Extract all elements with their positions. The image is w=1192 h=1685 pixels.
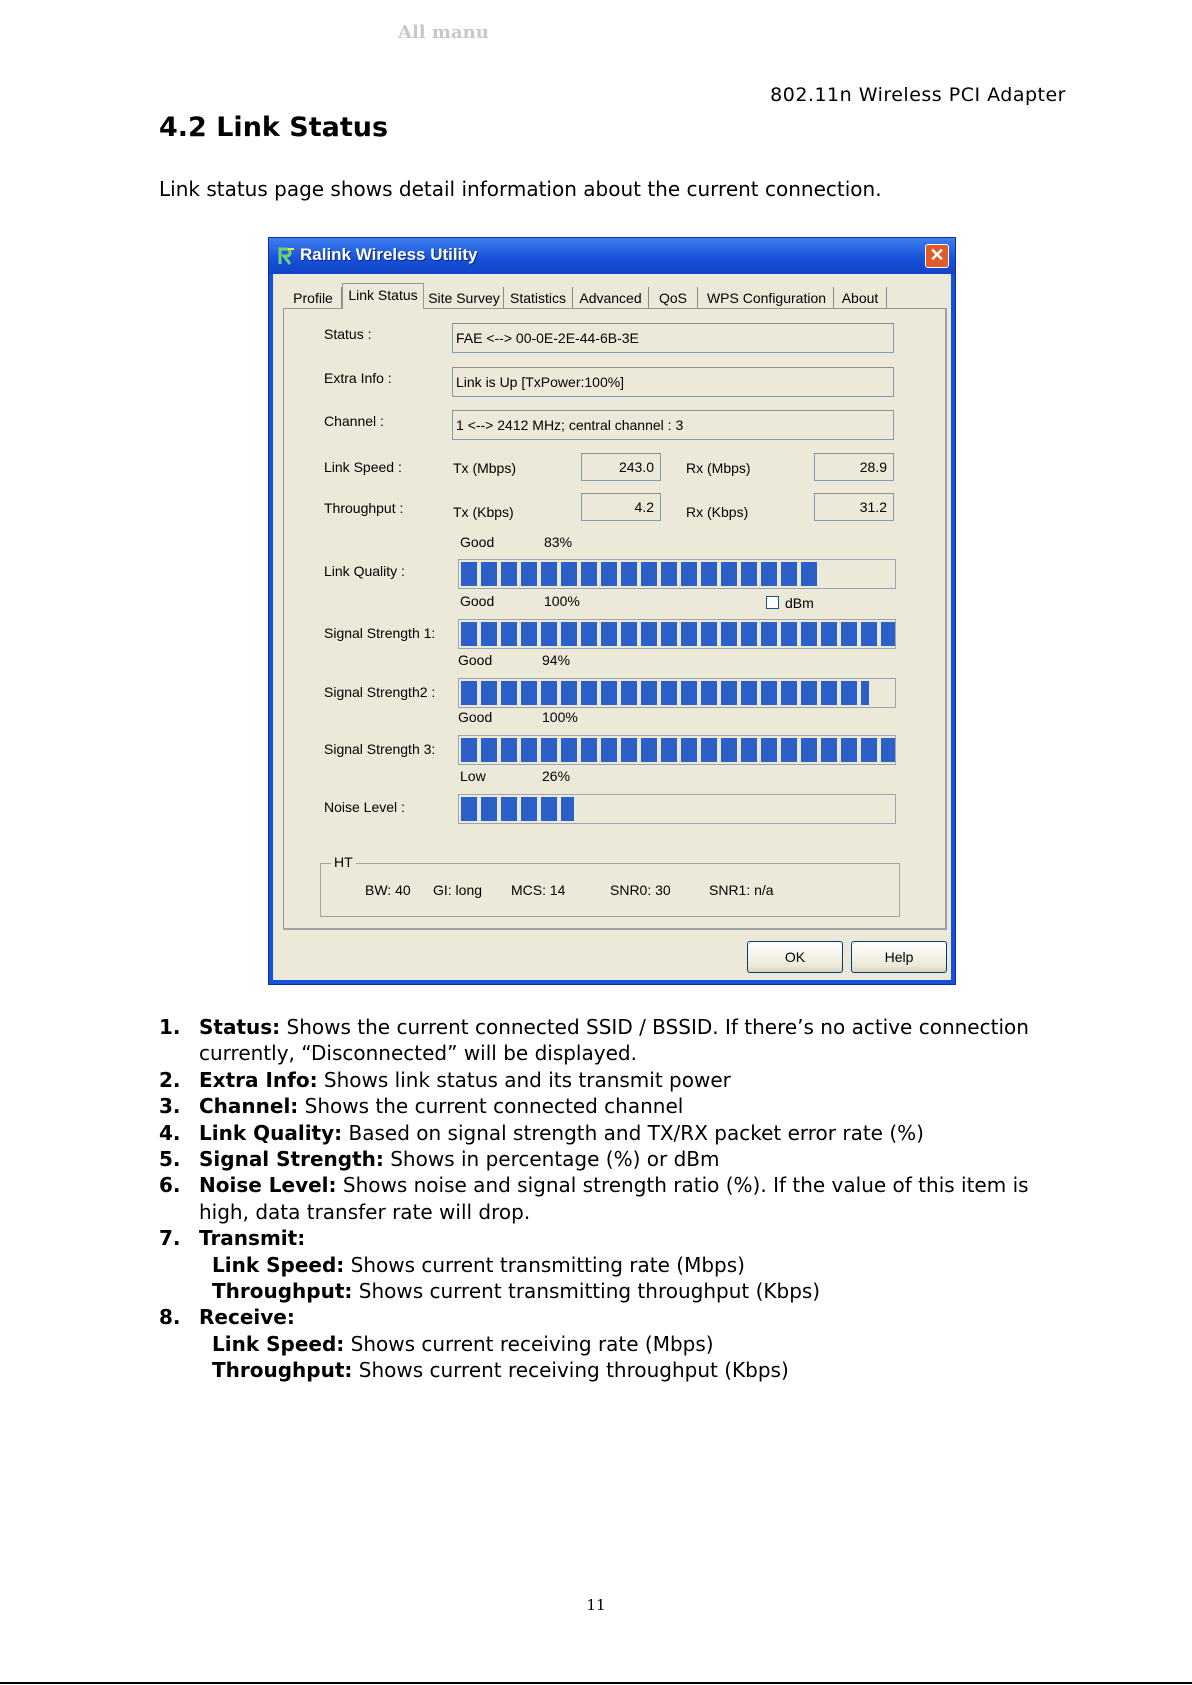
list-number: 1. bbox=[159, 1015, 181, 1039]
signal-3-word: Good bbox=[458, 709, 493, 725]
noise-percent: 26% bbox=[542, 768, 571, 784]
list-item bbox=[159, 1146, 1079, 1172]
tab-wps-configuration[interactable]: WPS Configuration bbox=[700, 287, 834, 309]
extra-info-field: Link is Up [TxPower:100%] bbox=[452, 367, 894, 397]
tab-profile[interactable]: Profile bbox=[285, 287, 342, 309]
section-heading: 4.2 Link Status bbox=[159, 112, 389, 143]
tab-statistics[interactable]: Statistics bbox=[504, 287, 573, 309]
rx-kbps-label: Rx (Kbps) bbox=[686, 504, 749, 520]
ht-mcs: MCS: 14 bbox=[511, 882, 566, 898]
help-button[interactable]: Help bbox=[851, 941, 947, 973]
tab-about[interactable]: About bbox=[834, 287, 887, 309]
rx-mbps-value: 28.9 bbox=[814, 453, 894, 481]
list-term: Link Quality: bbox=[199, 1120, 343, 1145]
list-term: Status: bbox=[199, 1015, 281, 1039]
ht-legend: HT bbox=[331, 854, 356, 870]
list-item bbox=[159, 1067, 1079, 1093]
tx-mbps-label: Tx (Mbps) bbox=[453, 460, 516, 476]
sub-term: Link Speed: bbox=[212, 1252, 345, 1277]
tx-mbps-value: 243.0 bbox=[581, 453, 661, 481]
tab-link-status[interactable]: Link Status bbox=[342, 283, 424, 309]
throughput-label: Throughput : bbox=[324, 500, 404, 516]
link-quality-fill bbox=[461, 562, 821, 586]
list-number: 4. bbox=[159, 1120, 181, 1145]
transmit-link-speed bbox=[159, 1252, 1079, 1278]
rx-mbps-label: Rx (Mbps) bbox=[686, 460, 751, 476]
sub-term: Link Speed: bbox=[212, 1331, 345, 1356]
sub-text: Shows current transmitting rate (Mbps) bbox=[344, 1252, 745, 1277]
list-item bbox=[159, 1304, 1079, 1330]
ralink-utility-window bbox=[268, 237, 956, 985]
signal-2-fill bbox=[461, 681, 869, 705]
signal-1-percent: 100% bbox=[544, 593, 580, 609]
link-quality-percent: 83% bbox=[544, 534, 573, 550]
noise-word: Low bbox=[460, 768, 486, 784]
ht-gi: GI: long bbox=[433, 882, 483, 898]
close-button[interactable] bbox=[925, 244, 949, 268]
page-number: 11 bbox=[586, 1596, 606, 1614]
list-item bbox=[159, 1172, 1079, 1225]
window-client-area bbox=[273, 274, 951, 980]
list-text: Shows the current connected channel bbox=[298, 1094, 684, 1119]
dbm-label: dBm bbox=[785, 595, 814, 611]
channel-label: Channel : bbox=[324, 413, 384, 429]
signal-1-bar bbox=[458, 619, 896, 649]
list-term: Receive: bbox=[199, 1305, 295, 1330]
noise-bar bbox=[458, 794, 896, 824]
link-quality-label: Link Quality : bbox=[324, 563, 405, 579]
ht-snr1: SNR1: n/a bbox=[709, 882, 774, 898]
list-item bbox=[159, 1120, 1079, 1146]
list-term: Transmit: bbox=[199, 1226, 306, 1251]
list-number: 3. bbox=[159, 1094, 181, 1119]
status-label: Status : bbox=[324, 326, 372, 342]
intro-paragraph: Link status page shows detail information about the current connection. bbox=[159, 177, 882, 201]
signal-3-bar bbox=[458, 735, 896, 765]
window-title: Ralink Wireless Utility bbox=[300, 245, 478, 264]
list-item bbox=[159, 1014, 1079, 1067]
dbm-checkbox[interactable] bbox=[766, 596, 779, 609]
noise-fill bbox=[461, 797, 574, 821]
signal-2-bar bbox=[458, 678, 896, 708]
sub-term: Throughput: bbox=[212, 1279, 353, 1304]
signal-1-label: Signal Strength 1: bbox=[324, 625, 436, 641]
rx-kbps-value: 31.2 bbox=[814, 493, 894, 521]
sub-text: Shows current transmitting throughput (Kbps) bbox=[352, 1279, 821, 1304]
list-number: 5. bbox=[159, 1147, 181, 1172]
sub-text: Shows current receiving rate (Mbps) bbox=[344, 1331, 714, 1356]
list-item bbox=[159, 1093, 1079, 1119]
sub-text: Shows current receiving throughput (Kbps) bbox=[352, 1358, 789, 1383]
list-text: Shows the current connected SSID / BSSID. If there’s no active connection currently, “Disconnected” will be displayed. bbox=[199, 1015, 1029, 1066]
ht-snr0: SNR0: 30 bbox=[610, 882, 671, 898]
watermark-text: All manu bbox=[398, 22, 489, 43]
tab-advanced[interactable]: Advanced bbox=[573, 287, 649, 309]
ralink-app-icon bbox=[277, 246, 297, 266]
list-text: Based on signal strength and TX/RX packet error rate (%) bbox=[342, 1120, 924, 1145]
bottom-rule bbox=[0, 1682, 1192, 1684]
list-term: Signal Strength: bbox=[199, 1147, 384, 1172]
signal-3-percent: 100% bbox=[542, 709, 578, 725]
tx-kbps-value: 4.2 bbox=[581, 493, 661, 521]
channel-field: 1 <--> 2412 MHz; central channel : 3 bbox=[452, 410, 894, 440]
signal-1-word: Good bbox=[460, 593, 495, 609]
ht-group bbox=[320, 854, 900, 917]
ht-bw: BW: 40 bbox=[365, 882, 411, 898]
document-header: 802.11n Wireless PCI Adapter bbox=[770, 84, 1066, 106]
signal-2-percent: 94% bbox=[542, 652, 571, 668]
tab-qos[interactable]: QoS bbox=[649, 287, 698, 309]
tx-kbps-label: Tx (Kbps) bbox=[453, 504, 514, 520]
list-number: 6. bbox=[159, 1173, 181, 1198]
list-text: Shows link status and its transmit power bbox=[317, 1067, 731, 1092]
sub-term: Throughput: bbox=[212, 1358, 353, 1383]
signal-2-label: Signal Strength2 : bbox=[324, 684, 436, 700]
list-number: 8. bbox=[159, 1305, 181, 1330]
list-term: Extra Info: bbox=[199, 1067, 318, 1092]
list-number: 7. bbox=[159, 1226, 181, 1251]
list-term: Noise Level: bbox=[199, 1173, 337, 1198]
transmit-throughput bbox=[159, 1278, 1079, 1304]
list-text: Shows in percentage (%) or dBm bbox=[383, 1147, 720, 1172]
signal-2-word: Good bbox=[458, 652, 493, 668]
tab-site-survey[interactable]: Site Survey bbox=[425, 287, 504, 309]
status-field: FAE <--> 00-0E-2E-44-6B-3E bbox=[452, 323, 894, 353]
list-term: Channel: bbox=[199, 1094, 299, 1119]
close-icon: ✕ bbox=[929, 245, 945, 265]
noise-label: Noise Level : bbox=[324, 799, 405, 815]
extra-info-label: Extra Info : bbox=[324, 370, 392, 386]
link-quality-word: Good bbox=[460, 534, 495, 550]
link-status-panel bbox=[283, 308, 947, 930]
signal-1-fill bbox=[461, 622, 895, 646]
link-speed-label: Link Speed : bbox=[324, 459, 402, 475]
list-text: Shows noise and signal strength ratio (%). If the value of this item is high, data transfer rate will drop. bbox=[199, 1173, 1029, 1224]
description-list bbox=[159, 1014, 1079, 1384]
ok-button[interactable]: OK bbox=[747, 941, 843, 973]
list-item bbox=[159, 1225, 1079, 1251]
receive-link-speed bbox=[159, 1331, 1079, 1357]
signal-3-fill bbox=[461, 738, 895, 762]
window-titlebar[interactable] bbox=[269, 238, 955, 274]
receive-throughput bbox=[159, 1357, 1079, 1383]
link-quality-bar bbox=[458, 559, 896, 589]
signal-3-label: Signal Strength 3: bbox=[324, 741, 436, 757]
list-number: 2. bbox=[159, 1067, 181, 1092]
